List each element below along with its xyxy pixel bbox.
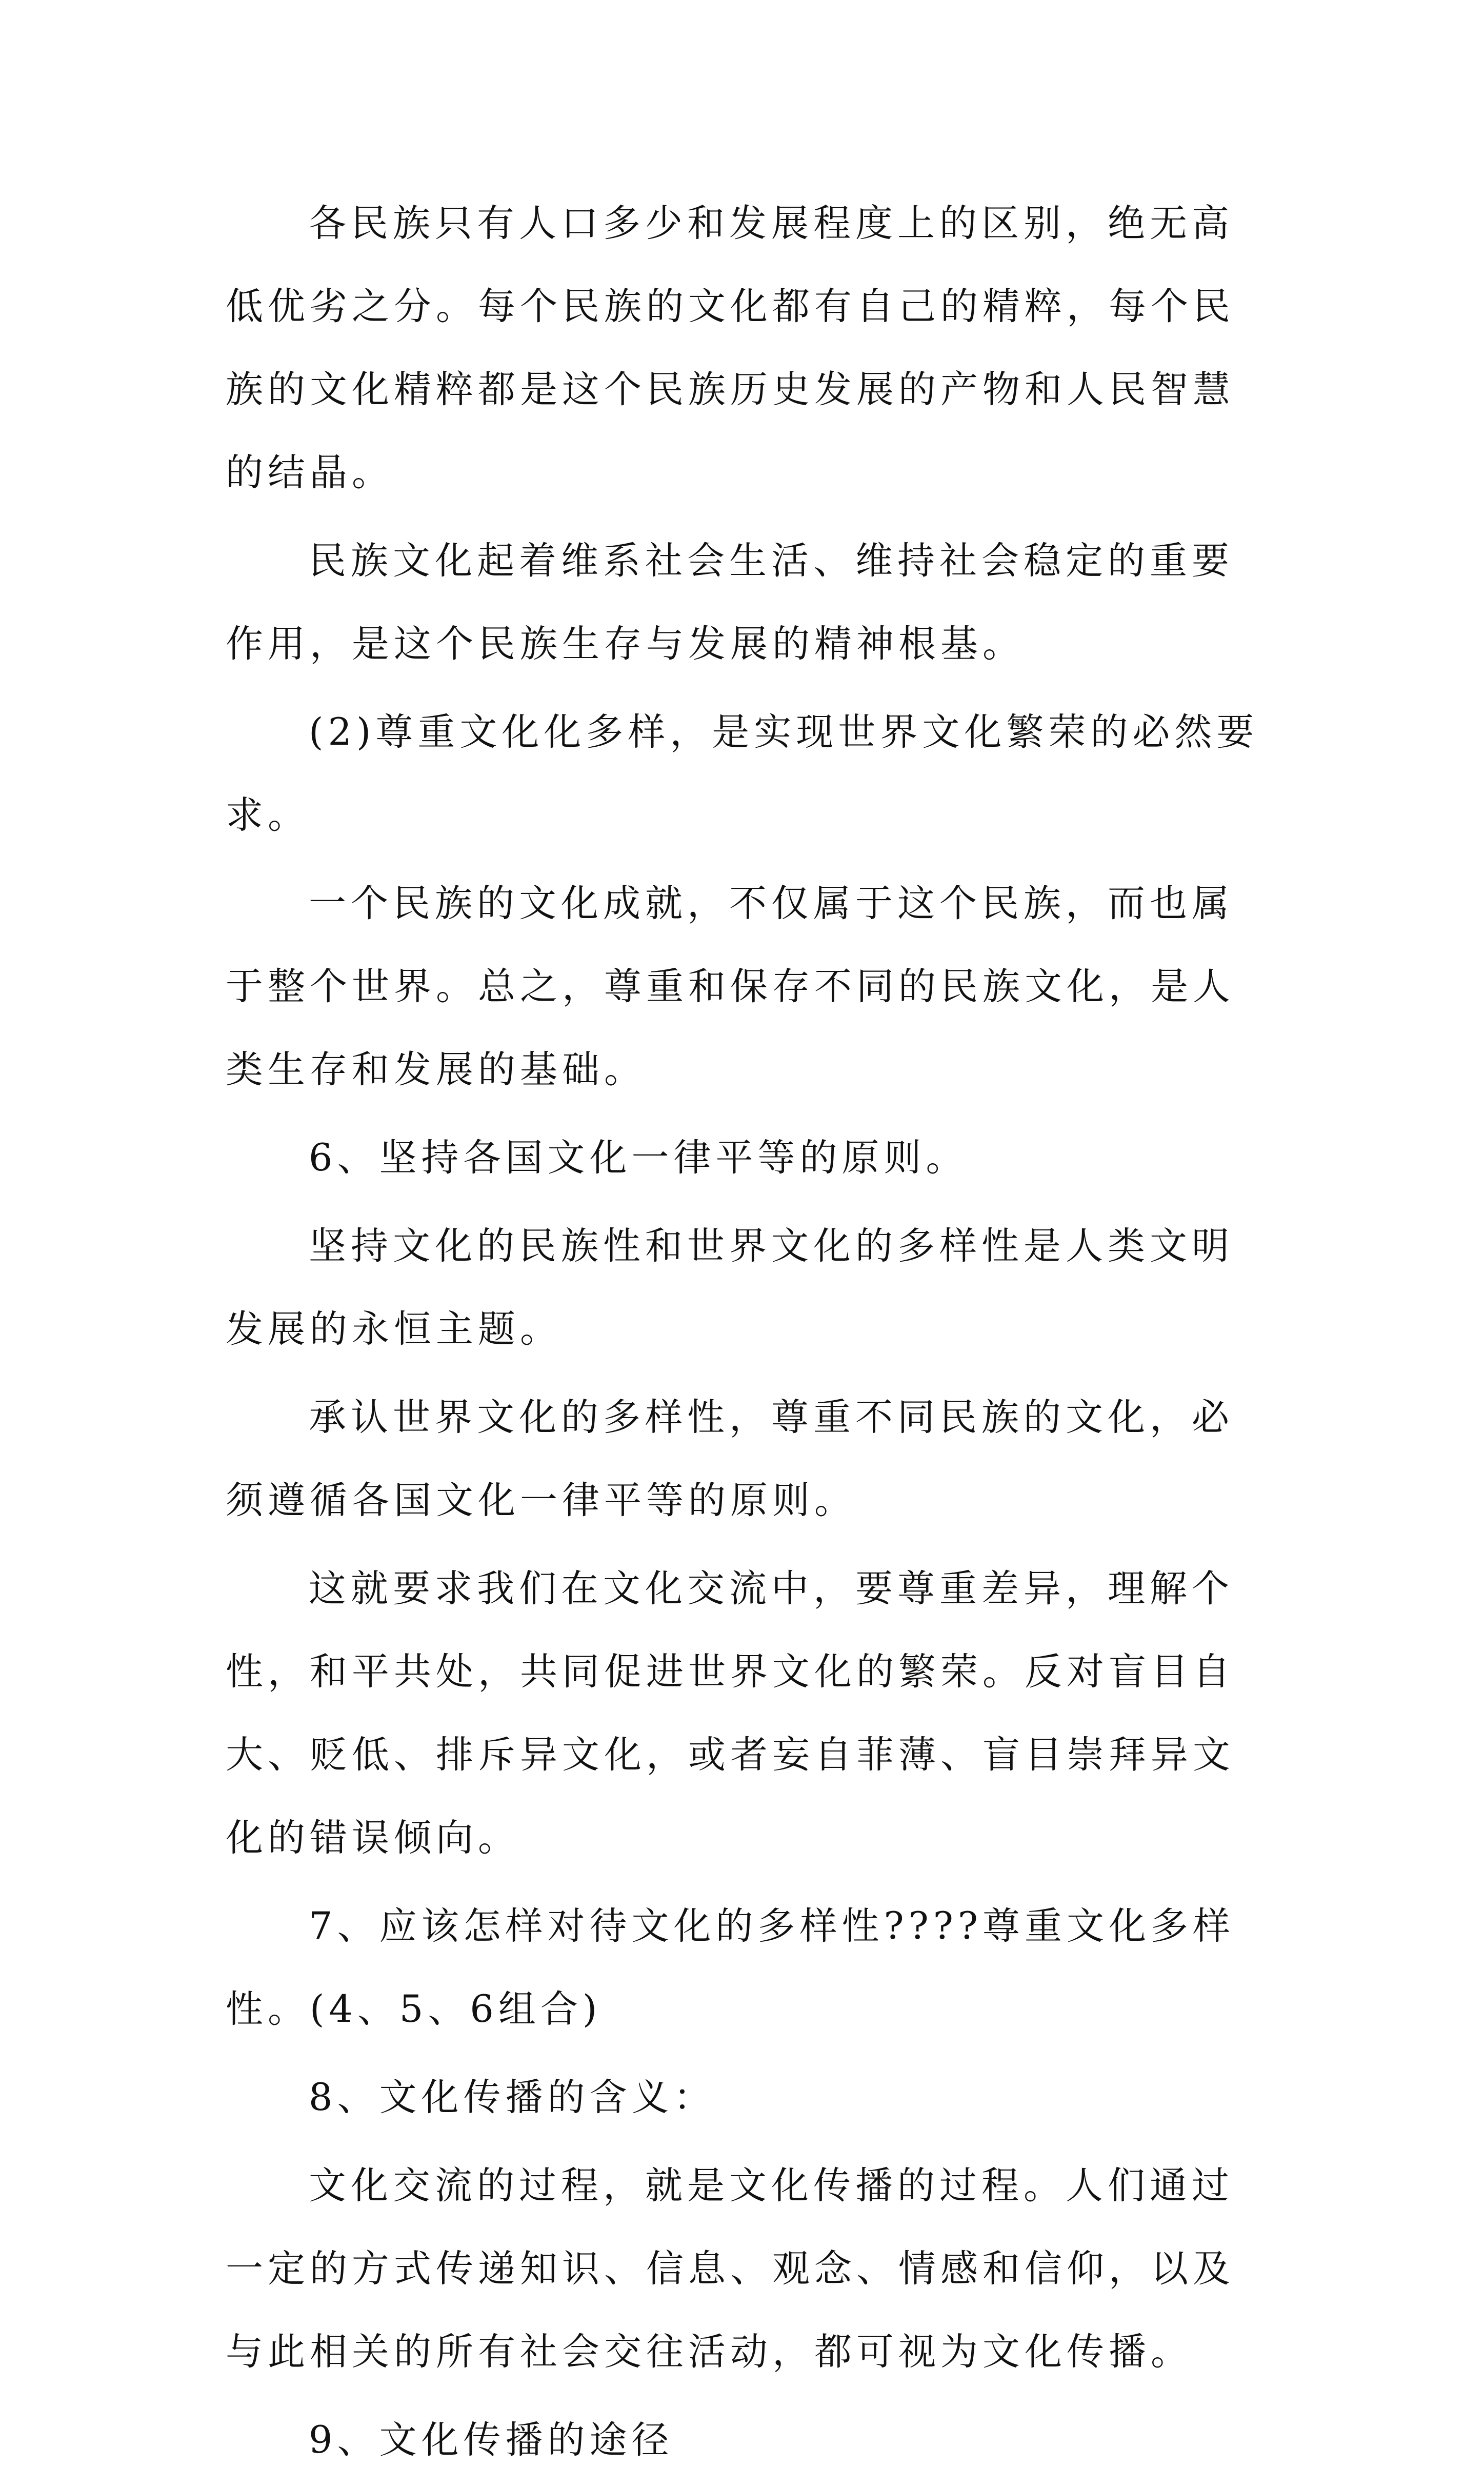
section-heading: 8、文化传播的含义：: [309, 2076, 716, 2119]
section-heading: 7、应该怎样对待文化的多样性????尊重文化多样性。(4、5、6组合): [226, 1904, 1235, 2031]
paragraph: 一个民族的文化成就，不仅属于这个民族，而也属于整个世界。总之，尊重和保存不同的民族文化，是人类生存和发展的基础。: [226, 882, 1235, 1091]
document-body: [226, 182, 1267, 2487]
paragraph: 坚持文化的民族性和世界文化的多样性是人类文明发展的永恒主题。: [226, 1224, 1234, 1351]
section-heading: 9、文化传播的途径: [309, 2418, 674, 2462]
paragraph: (2)尊重文化化多样，是实现世界文化繁荣的必然要求。: [226, 710, 1259, 837]
paragraph: 各民族只有人口多少和发展程度上的区别，绝无高低优劣之分。每个民族的文化都有自己的精粹，每个民族的文化精粹都是这个民族历史发展的产物和人民智慧的结晶。: [226, 202, 1235, 494]
paragraph: 文化交流的过程，就是文化传播的过程。人们通过一定的方式传递知识、信息、观念、情感和信仰，以及与此相关的所有社会交往活动，都可视为文化传播。: [226, 2164, 1235, 2374]
paragraph: 承认世界文化的多样性，尊重不同民族的文化，必须遵循各国文化一律平等的原则。: [226, 1396, 1234, 1522]
section-heading: 6、坚持各国文化一律平等的原则。: [309, 1136, 968, 1180]
paragraph: 民族文化起着维系社会生活、维持社会稳定的重要作用，是这个民族生存与发展的精神根基。: [226, 539, 1234, 666]
paragraph: 这就要求我们在文化交流中，要尊重差异，理解个性，和平共处，共同促进世界文化的繁荣。反对盲目自大、贬低、排斥异文化，或者妄自菲薄、盲目崇拜异文化的错误倾向。: [226, 1567, 1235, 1860]
